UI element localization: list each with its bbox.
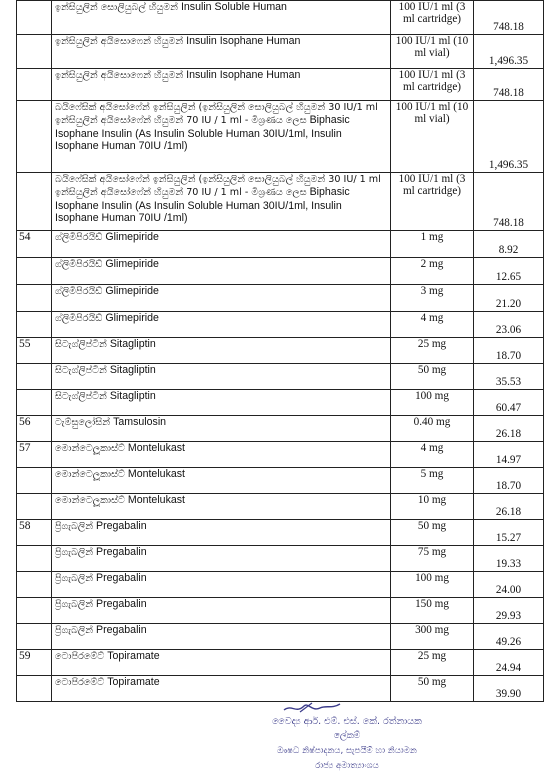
table-row — [17, 676, 544, 702]
drug-name-english: Tamsulosin — [113, 416, 167, 428]
drug-name-cell — [52, 258, 391, 285]
max-retail-price-cell: 748.18 — [474, 1, 544, 35]
max-retail-price-cell: 19.33 — [474, 546, 544, 572]
drug-name-sinhala: සිටැග්ලිප්ටින් — [55, 339, 107, 350]
table-row — [17, 312, 544, 338]
drug-name-english: Biphasic Isophane Insulin (As Insulin Soluble Human 30IU/1ml, Insulin Isophane Human 70IU /1ml) — [55, 186, 350, 225]
dosage-cell: 3 mg — [391, 285, 474, 312]
table-row — [17, 69, 544, 101]
max-retail-price-cell: 24.00 — [474, 572, 544, 598]
dosage-cell: 100 mg — [391, 390, 474, 416]
drug-name-english: Montelukast — [127, 494, 185, 506]
drug-price-table — [16, 0, 544, 702]
item-number-cell — [17, 258, 52, 285]
dosage-cell: 0.40 mg — [391, 416, 474, 442]
drug-name-cell — [52, 546, 391, 572]
drug-name-sinhala: බයිෆේසික් අයිසෝෆේන් ඉන්සියුලින් (ඉන්සියුලින් සොලියුබල් හියුමන් 30 IU/1 ml ඉන්සියුලින් අයිසෝෆේන් හියුමන් 70 IU / 1 ml - මිශ්‍රණය ලෙස — [55, 102, 378, 127]
max-retail-price-cell: 24.94 — [474, 650, 544, 676]
max-retail-price-cell: 15.27 — [474, 520, 544, 546]
table-row — [17, 494, 544, 520]
item-number-cell — [17, 494, 52, 520]
dosage-cell: 100 IU/1 ml (3 ml cartridge) — [391, 173, 474, 231]
item-number-cell — [17, 1, 52, 35]
table-row — [17, 101, 544, 173]
item-number-cell: 59 — [17, 650, 52, 676]
drug-name-sinhala: ටොපිරමේට් — [55, 677, 105, 688]
dosage-cell: 100 IU/1 ml (3 ml cartridge) — [391, 1, 474, 35]
dosage-cell: 100 mg — [391, 572, 474, 598]
drug-name-english: Insulin Isophane Human — [186, 69, 301, 81]
dosage-cell: 100 IU/1 ml (3 ml cartridge) — [391, 69, 474, 101]
max-retail-price-cell: 35.53 — [474, 364, 544, 390]
table-row — [17, 231, 544, 258]
max-retail-price-cell: 18.70 — [474, 468, 544, 494]
signature-block — [222, 700, 472, 780]
dosage-cell: 10 mg — [391, 494, 474, 520]
drug-name-english: Topiramate — [107, 650, 160, 662]
drug-name-cell — [52, 676, 391, 702]
dosage-cell: 5 mg — [391, 468, 474, 494]
drug-name-cell — [52, 69, 391, 101]
item-number-cell — [17, 69, 52, 101]
table-row — [17, 624, 544, 650]
drug-name-sinhala: සිටැග්ලිප්ටින් — [55, 365, 107, 376]
drug-name-english: Pregabalin — [96, 520, 147, 532]
max-retail-price-cell: 748.18 — [474, 173, 544, 231]
max-retail-price-cell: 18.70 — [474, 338, 544, 364]
drug-name-sinhala: බයිෆේසික් අයිසෝෆේන් ඉන්සියුලින් (ඉන්සියුලින් සොලියුබල් හියුමන් 30 IU/ 1 ml ඉන්සියුලින් අයිසෝෆේන් හියුමන් 70 IU / 1 ml - මිශ්‍රණය ලෙස — [55, 174, 381, 199]
drug-name-sinhala: ටොපිරමේට් — [55, 651, 105, 662]
drug-name-english: Montelukast — [127, 442, 185, 454]
max-retail-price-cell: 49.26 — [474, 624, 544, 650]
drug-name-english: Sitagliptin — [109, 338, 156, 350]
drug-name-english: Topiramate — [107, 676, 160, 688]
drug-name-english: Pregabalin — [96, 546, 147, 558]
dosage-cell: 150 mg — [391, 598, 474, 624]
max-retail-price-cell: 29.93 — [474, 598, 544, 624]
drug-name-sinhala: මොන්ටෙලූකාස්ට් — [55, 469, 125, 480]
table-row — [17, 364, 544, 390]
item-number-cell — [17, 676, 52, 702]
table-row — [17, 285, 544, 312]
drug-name-cell — [52, 494, 391, 520]
table-row — [17, 35, 544, 69]
item-number-cell — [17, 173, 52, 231]
drug-name-cell — [52, 364, 391, 390]
drug-name-sinhala: සිටැග්ලිප්ටින් — [55, 391, 107, 402]
signatory-organization: ඖෂධ නිෂ්පාදනය, සැපයීම් හා නියාමන — [277, 746, 417, 756]
drug-name-sinhala: ප්‍රිගැබලින් — [55, 625, 94, 636]
max-retail-price-cell: 12.65 — [474, 258, 544, 285]
drug-name-english: Sitagliptin — [109, 364, 156, 376]
drug-name-sinhala: ටැම්සුලෝසින් — [55, 417, 111, 428]
max-retail-price-cell: 14.97 — [474, 442, 544, 468]
dosage-cell: 1 mg — [391, 231, 474, 258]
table-row — [17, 598, 544, 624]
item-number-cell — [17, 101, 52, 173]
item-number-cell — [17, 285, 52, 312]
item-number-cell — [17, 390, 52, 416]
max-retail-price-cell: 26.18 — [474, 416, 544, 442]
drug-name-sinhala: ඉන්සියුලින් අයිසොෆෙන් හියුමන් — [55, 36, 184, 47]
dosage-cell: 75 mg — [391, 546, 474, 572]
drug-name-sinhala: මොන්ටෙලූකාස්ට් — [55, 495, 125, 506]
drug-name-cell — [52, 442, 391, 468]
drug-name-cell — [52, 650, 391, 676]
drug-name-cell — [52, 390, 391, 416]
table-row — [17, 390, 544, 416]
drug-price-table-body — [17, 1, 544, 702]
table-row — [17, 173, 544, 231]
drug-name-sinhala: ඉන්සියුලින් සොලියුබල් හියුමන් — [55, 2, 178, 13]
item-number-cell — [17, 598, 52, 624]
drug-name-sinhala: ප්‍රිගැබලින් — [55, 599, 94, 610]
max-retail-price-cell: 60.47 — [474, 390, 544, 416]
max-retail-price-cell: 748.18 — [474, 69, 544, 101]
drug-name-cell — [52, 312, 391, 338]
drug-name-cell — [52, 520, 391, 546]
dosage-cell: 100 IU/1 ml (10 ml vial) — [391, 101, 474, 173]
drug-name-sinhala: ග්ලිමිපිරයිඩ් — [55, 232, 103, 243]
item-number-cell: 56 — [17, 416, 52, 442]
drug-name-cell — [52, 598, 391, 624]
dosage-cell: 300 mg — [391, 624, 474, 650]
drug-name-english: Glimepiride — [105, 285, 159, 297]
drug-name-sinhala: ග්ලිමිපිරයිඩ් — [55, 313, 103, 324]
signatory-ministry: රාජ්‍ය අමාත්‍යාංශය — [315, 761, 379, 771]
dosage-cell: 4 mg — [391, 312, 474, 338]
drug-name-sinhala: ග්ලිමිපිරයිඩ් — [55, 259, 103, 270]
item-number-cell: 57 — [17, 442, 52, 468]
max-retail-price-cell: 23.06 — [474, 312, 544, 338]
drug-name-cell — [52, 468, 391, 494]
drug-name-sinhala: ග්ලිමිපිරයිඩ් — [55, 286, 103, 297]
item-number-cell — [17, 624, 52, 650]
drug-name-english: Pregabalin — [96, 598, 147, 610]
dosage-cell: 50 mg — [391, 364, 474, 390]
max-retail-price-cell: 1,496.35 — [474, 35, 544, 69]
drug-name-english: Montelukast — [127, 468, 185, 480]
max-retail-price-cell: 8.92 — [474, 231, 544, 258]
drug-name-sinhala: ප්‍රිගැබලින් — [55, 521, 94, 532]
dosage-cell: 25 mg — [391, 338, 474, 364]
drug-name-cell — [52, 35, 391, 69]
dosage-cell: 50 mg — [391, 520, 474, 546]
item-number-cell — [17, 364, 52, 390]
table-row — [17, 572, 544, 598]
table-row — [17, 258, 544, 285]
item-number-cell — [17, 312, 52, 338]
drug-name-cell — [52, 173, 391, 231]
dosage-cell: 4 mg — [391, 442, 474, 468]
signatory-name: වෛද්‍ය ආර්. එම්. එස්. කේ. රත්නායක — [272, 716, 422, 727]
drug-name-cell — [52, 101, 391, 173]
drug-name-sinhala: මොන්ටෙලූකාස්ට් — [55, 443, 125, 454]
drug-name-cell — [52, 231, 391, 258]
item-number-cell: 54 — [17, 231, 52, 258]
drug-name-english: Insulin Soluble Human — [180, 1, 287, 13]
item-number-cell — [17, 546, 52, 572]
dosage-cell: 2 mg — [391, 258, 474, 285]
drug-name-english: Glimepiride — [105, 312, 159, 324]
table-row — [17, 1, 544, 35]
drug-name-sinhala: ප්‍රිගැබලින් — [55, 547, 94, 558]
item-number-cell — [17, 35, 52, 69]
drug-name-english: Glimepiride — [105, 258, 159, 270]
table-row — [17, 546, 544, 572]
drug-name-cell — [52, 416, 391, 442]
max-retail-price-cell: 21.20 — [474, 285, 544, 312]
drug-name-cell — [52, 285, 391, 312]
drug-name-sinhala: ඉන්සියුලින් අයිසොෆෙන් හියුමන් — [55, 70, 184, 81]
table-row — [17, 338, 544, 364]
dosage-cell: 50 mg — [391, 676, 474, 702]
table-row — [17, 468, 544, 494]
table-row — [17, 442, 544, 468]
max-retail-price-cell: 39.90 — [474, 676, 544, 702]
drug-name-cell — [52, 572, 391, 598]
table-row — [17, 416, 544, 442]
drug-name-english: Pregabalin — [96, 624, 147, 636]
item-number-cell — [17, 468, 52, 494]
drug-name-english: Pregabalin — [96, 572, 147, 584]
drug-name-english: Biphasic Isophane Insulin (As Insulin Soluble Human 30IU/1ml, Insulin Isophane Human 70IU /1ml) — [55, 114, 350, 153]
table-row — [17, 650, 544, 676]
drug-name-english: Glimepiride — [105, 231, 159, 243]
drug-name-cell — [52, 338, 391, 364]
drug-name-english: Insulin Isophane Human — [186, 35, 301, 47]
drug-name-english: Sitagliptin — [109, 390, 156, 402]
drug-name-cell — [52, 1, 391, 35]
drug-name-sinhala: ප්‍රිගැබලින් — [55, 573, 94, 584]
dosage-cell: 25 mg — [391, 650, 474, 676]
item-number-cell — [17, 572, 52, 598]
item-number-cell: 58 — [17, 520, 52, 546]
signatory-title: ලේකම් — [333, 731, 361, 741]
max-retail-price-cell: 1,496.35 — [474, 101, 544, 173]
max-retail-price-cell: 26.18 — [474, 494, 544, 520]
drug-name-cell — [52, 624, 391, 650]
item-number-cell: 55 — [17, 338, 52, 364]
table-row — [17, 520, 544, 546]
dosage-cell: 100 IU/1 ml (10 ml vial) — [391, 35, 474, 69]
